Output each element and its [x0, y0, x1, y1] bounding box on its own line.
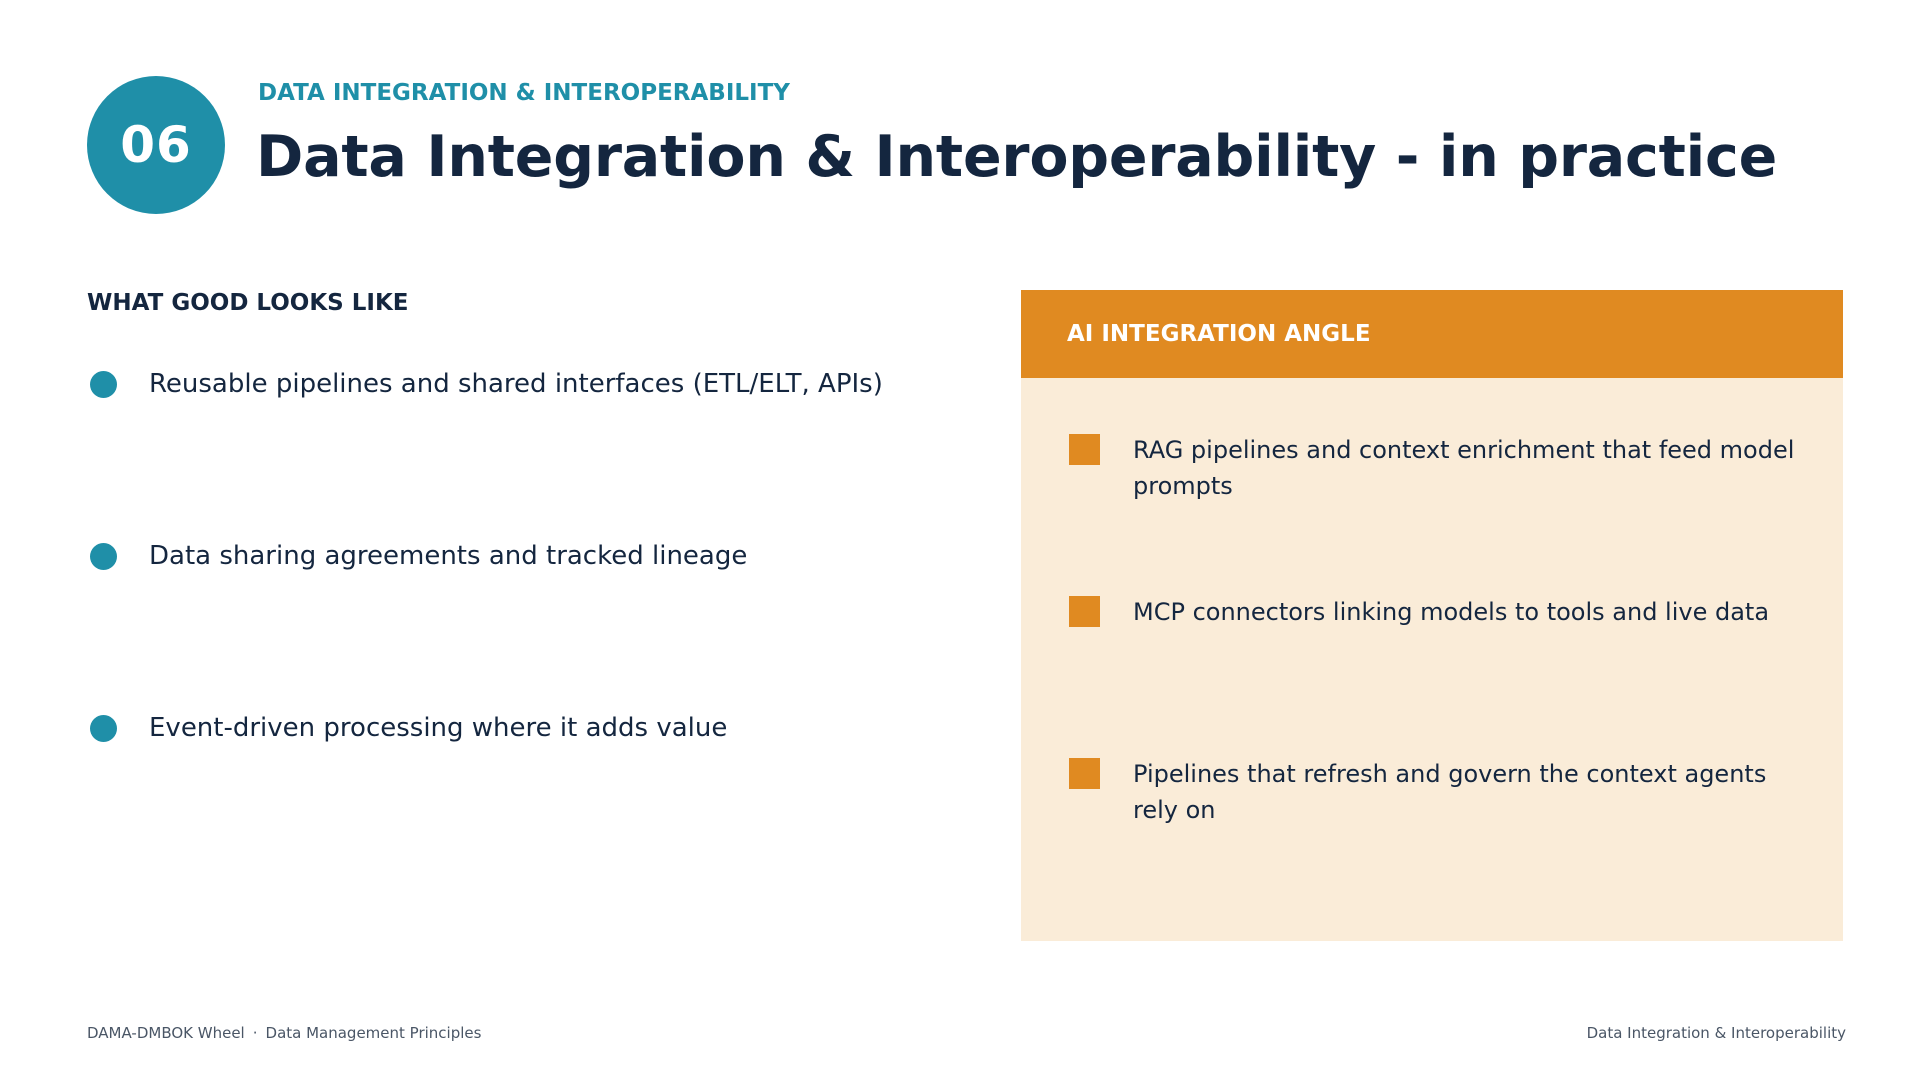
ai-integration-list: [1069, 432, 1809, 918]
list-item: [1069, 756, 1809, 918]
ai-integration-panel: [1021, 290, 1843, 941]
circle-bullet-icon: [90, 715, 117, 742]
list-item-text: Pipelines that refresh and govern the context agents rely on: [1133, 760, 1767, 824]
list-item-text: MCP connectors linking models to tools and live data: [1133, 598, 1770, 626]
page-title: Data Integration & Interoperability - in practice: [256, 124, 1778, 190]
ai-panel-title: AI INTEGRATION ANGLE: [1067, 321, 1371, 347]
list-item-text: Event-driven processing where it adds value: [149, 713, 728, 743]
list-item: [1069, 594, 1809, 756]
section-eyebrow: DATA INTEGRATION & INTEROPERABILITY: [258, 80, 790, 106]
circle-bullet-icon: [90, 543, 117, 570]
ai-panel-header: [1021, 290, 1843, 378]
footer-left: [87, 1024, 481, 1042]
square-bullet-icon: [1069, 434, 1100, 465]
list-item-text: Reusable pipelines and shared interfaces (ETL/ELT, APIs): [149, 369, 883, 399]
good-practice-list: [87, 366, 987, 882]
list-item: [87, 366, 987, 538]
list-item-text: Data sharing agreements and tracked lineage: [149, 541, 748, 571]
list-item: [1069, 432, 1809, 594]
circle-bullet-icon: [90, 371, 117, 398]
list-item-text: RAG pipelines and context enrichment that feed model prompts: [1133, 436, 1795, 500]
footer-subtitle: Data Management Principles: [265, 1024, 482, 1042]
what-good-looks-like-heading: WHAT GOOD LOOKS LIKE: [87, 290, 409, 316]
footer-right: Data Integration & Interoperability: [1586, 1024, 1846, 1042]
list-item: [87, 538, 987, 710]
square-bullet-icon: [1069, 758, 1100, 789]
square-bullet-icon: [1069, 596, 1100, 627]
footer-source: DAMA-DMBOK Wheel: [87, 1024, 245, 1042]
footer-separator: ·: [252, 1024, 258, 1042]
list-item: [87, 710, 987, 882]
section-number-badge: [87, 76, 225, 214]
section-number: 06: [120, 116, 192, 174]
